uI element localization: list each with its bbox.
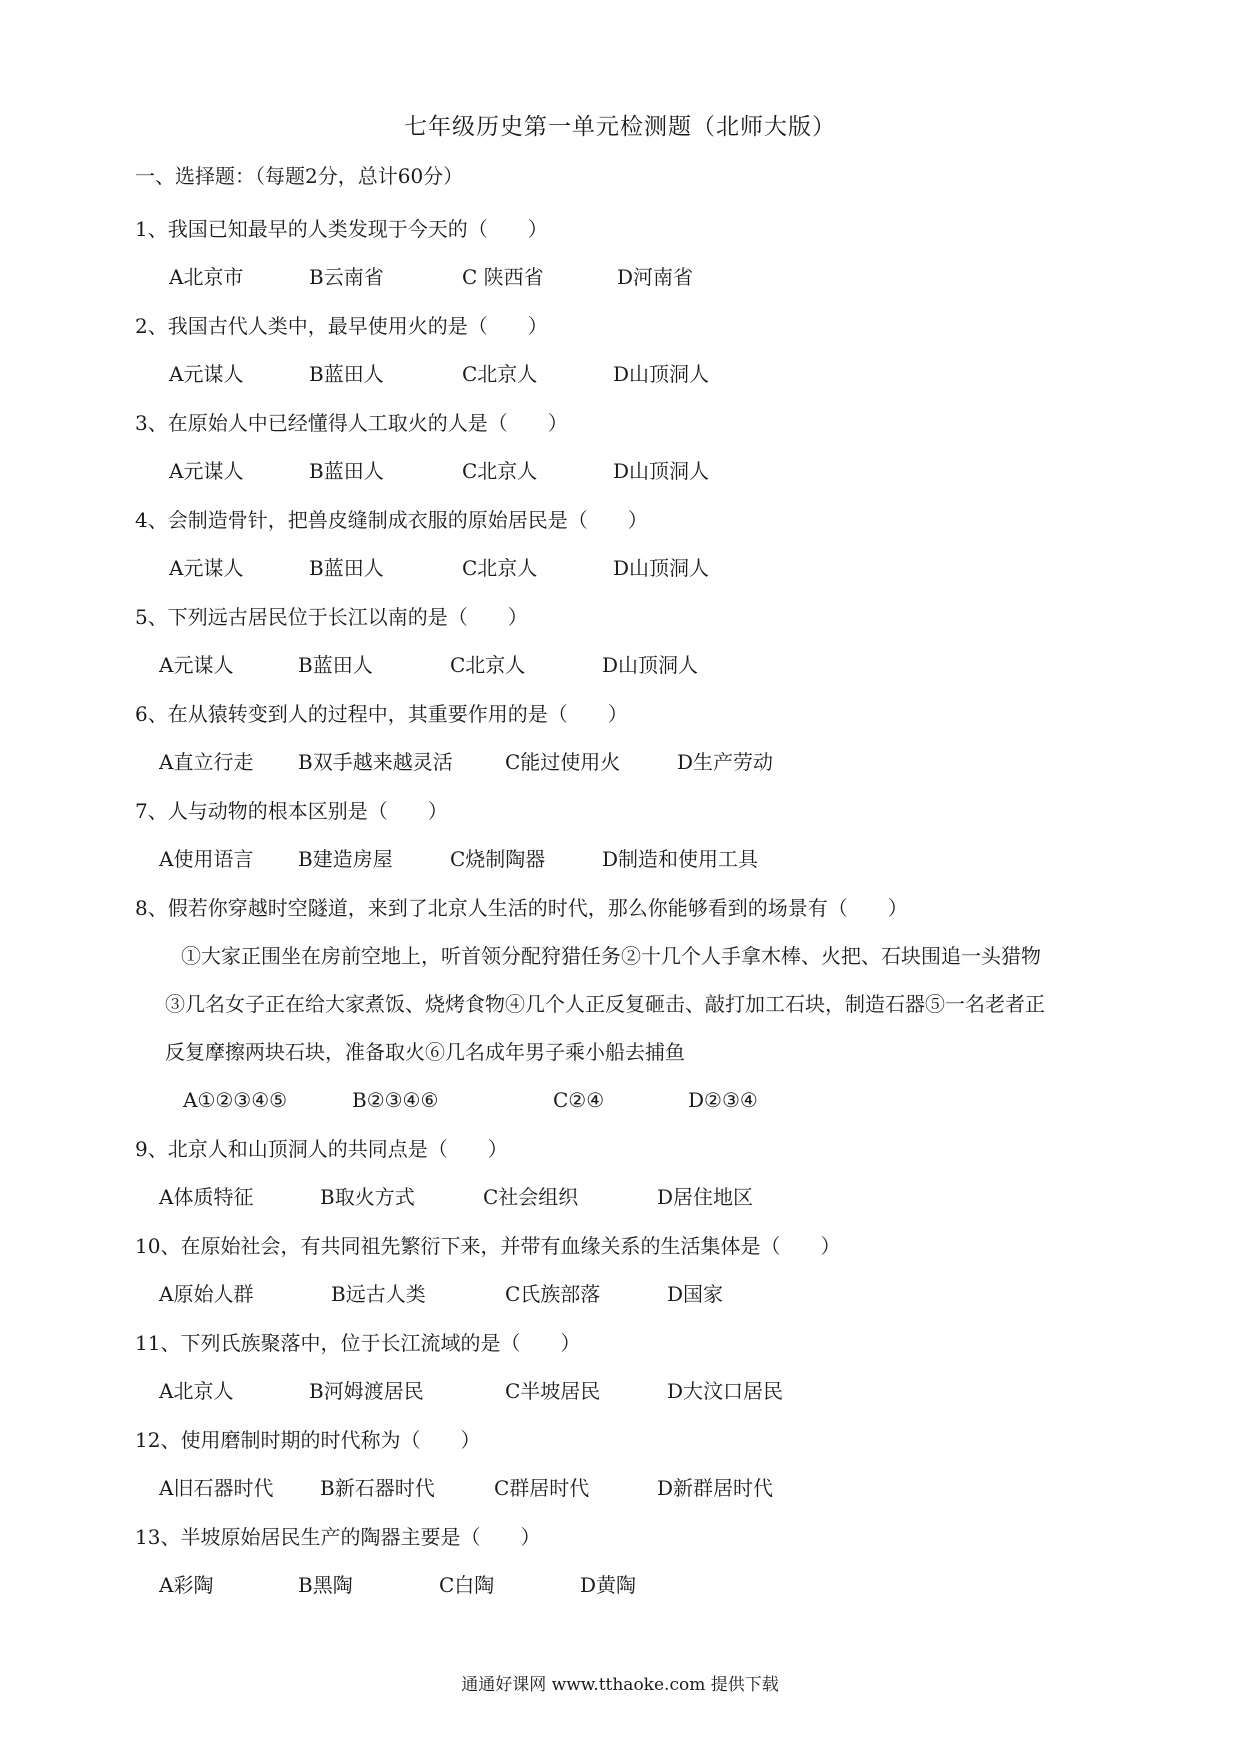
- question-options: [135, 1367, 1135, 1416]
- section-heading: 一、选择题：（每题2分，总计60分）: [135, 164, 464, 188]
- option-a: A①②③④⑤: [183, 1088, 288, 1112]
- question-options: [135, 1173, 1135, 1222]
- option-a: A直立行走: [159, 750, 254, 774]
- option-c: C 陕西省: [462, 265, 544, 289]
- question-stem: 11、下列氏族聚落中，位于长江流域的是（ ）: [135, 1331, 581, 1355]
- question-stem: 6、在从猿转变到人的过程中，其重要作用的是（ ）: [135, 702, 628, 726]
- option-d: D制造和使用工具: [602, 847, 759, 871]
- option-a: A元谋人: [169, 362, 244, 386]
- option-c: C北京人: [462, 459, 538, 483]
- question-options: [135, 544, 1135, 593]
- option-d: D居住地区: [657, 1185, 754, 1209]
- question-options: [135, 1561, 1135, 1610]
- question-stem: 1、我国已知最早的人类发现于今天的（ ）: [135, 217, 548, 241]
- option-d: D黄陶: [580, 1573, 637, 1597]
- option-b: B取火方式: [320, 1185, 415, 1209]
- option-d: D山顶洞人: [613, 459, 710, 483]
- option-c: C北京人: [462, 362, 538, 386]
- option-d: D山顶洞人: [613, 362, 710, 386]
- option-a: A使用语言: [159, 847, 254, 871]
- option-a: A体质特征: [159, 1185, 254, 1209]
- question-options: [135, 1464, 1135, 1513]
- option-c: C半坡居民: [505, 1379, 601, 1403]
- option-a: A原始人群: [159, 1282, 254, 1306]
- option-d: D新群居时代: [657, 1476, 774, 1500]
- question-stem: 13、半坡原始居民生产的陶器主要是（ ）: [135, 1525, 541, 1549]
- question-options: [135, 641, 1135, 690]
- option-b: B远古人类: [331, 1282, 426, 1306]
- scenario-line: 反复摩擦两块石块，准备取火⑥几名成年男子乘小船去捕鱼: [165, 1040, 685, 1064]
- option-c: C烧制陶器: [450, 847, 546, 871]
- option-d: D大汶口居民: [667, 1379, 784, 1403]
- question-stem: 7、人与动物的根本区别是（ ）: [135, 799, 448, 823]
- question-stem: 3、在原始人中已经懂得人工取火的人是（ ）: [135, 411, 568, 435]
- question-options: [135, 350, 1135, 399]
- question-options: [135, 447, 1135, 496]
- question-options: [135, 1076, 1135, 1125]
- option-a: A元谋人: [159, 653, 234, 677]
- option-b: B蓝田人: [309, 556, 384, 580]
- option-b: B建造房屋: [298, 847, 393, 871]
- option-c: C②④: [553, 1088, 605, 1112]
- option-d: D国家: [667, 1282, 724, 1306]
- question-options: [135, 253, 1135, 302]
- option-d: D生产劳动: [677, 750, 774, 774]
- option-c: C白陶: [439, 1573, 495, 1597]
- option-c: C群居时代: [494, 1476, 590, 1500]
- question-stem: 2、我国古代人类中，最早使用火的是（ ）: [135, 314, 548, 338]
- question-options: [135, 1270, 1135, 1319]
- option-b: B黑陶: [298, 1573, 353, 1597]
- option-a: A北京人: [159, 1379, 234, 1403]
- option-d: D山顶洞人: [602, 653, 699, 677]
- question-stem: 8、假若你穿越时空隧道，来到了北京人生活的时代，那么你能够看到的场景有（ ）: [135, 896, 908, 920]
- option-c: C能过使用火: [505, 750, 621, 774]
- option-a: A旧石器时代: [159, 1476, 274, 1500]
- question-stem: 5、下列远古居民位于长江以南的是（ ）: [135, 605, 528, 629]
- option-c: C社会组织: [483, 1185, 579, 1209]
- scenario-line: ③几名女子正在给大家煮饭、烧烤食物④几个人正反复砸击、敲打加工石块，制造石器⑤一名老者正: [165, 992, 1045, 1016]
- question-options: [135, 738, 1135, 787]
- option-b: B蓝田人: [298, 653, 373, 677]
- question-stem: 4、会制造骨针，把兽皮缝制成衣服的原始居民是（ ）: [135, 508, 648, 532]
- option-b: B新石器时代: [320, 1476, 435, 1500]
- page-footer: 通通好课网 www.tthaoke.com 提供下载: [461, 1675, 779, 1695]
- option-a: A元谋人: [169, 459, 244, 483]
- option-d: D河南省: [617, 265, 694, 289]
- question-stem: 12、使用磨制时期的时代称为（ ）: [135, 1428, 481, 1452]
- question-stem: 10、在原始社会，有共同祖先繁衍下来，并带有血缘关系的生活集体是（ ）: [135, 1234, 841, 1258]
- option-c: C北京人: [462, 556, 538, 580]
- question-list: [135, 205, 1135, 1610]
- option-a: A北京市: [169, 265, 244, 289]
- option-c: C北京人: [450, 653, 526, 677]
- option-c: C氏族部落: [505, 1282, 601, 1306]
- option-b: B双手越来越灵活: [298, 750, 453, 774]
- option-b: B蓝田人: [309, 459, 384, 483]
- page-title: 七年级历史第一单元检测题（北师大版）: [404, 114, 836, 140]
- option-d: D②③④: [688, 1088, 758, 1112]
- question-stem: 9、北京人和山顶洞人的共同点是（ ）: [135, 1137, 508, 1161]
- option-b: B云南省: [309, 265, 384, 289]
- scenario-line: ①大家正围坐在房前空地上，听首领分配狩猎任务②十几个人手拿木棒、火把、石块围追一头猎物: [181, 944, 1041, 968]
- option-b: B蓝田人: [309, 362, 384, 386]
- option-d: D山顶洞人: [613, 556, 710, 580]
- option-a: A彩陶: [159, 1573, 214, 1597]
- question-options: [135, 835, 1135, 884]
- option-b: B河姆渡居民: [309, 1379, 424, 1403]
- scenario-text: [135, 932, 1165, 1076]
- option-a: A元谋人: [169, 556, 244, 580]
- option-b: B②③④⑥: [352, 1088, 439, 1112]
